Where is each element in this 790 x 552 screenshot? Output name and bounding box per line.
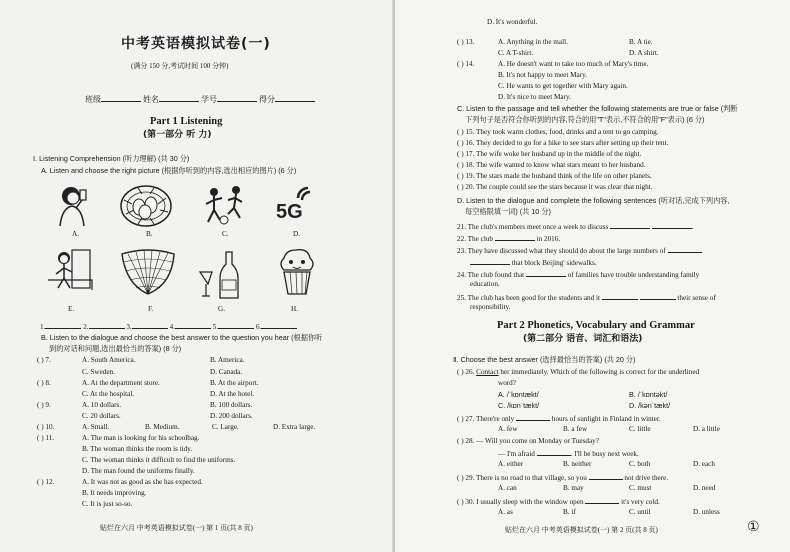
tf-17[interactable] <box>457 150 641 159</box>
q29-option-b[interactable]: B. may <box>563 484 584 492</box>
q24-end: of families have trouble understanding family <box>567 271 700 279</box>
q27-line[interactable] <box>457 413 661 424</box>
q11-option-a[interactable]: A. The man is looking for his schoolbag. <box>82 434 200 442</box>
q30-end: it's very cold. <box>621 498 660 506</box>
q26-underlined-word: Contact <box>476 368 499 376</box>
ice-cream-icon <box>276 246 318 298</box>
q27-option-d[interactable]: D. a little <box>693 425 720 433</box>
q26-line-2: word? <box>498 379 516 387</box>
answer-blank-6[interactable] <box>261 321 297 329</box>
q23-line-1 <box>457 245 702 256</box>
tf-19[interactable] <box>457 172 652 181</box>
tf-18[interactable] <box>457 161 646 170</box>
q30-option-d[interactable]: D. unless <box>693 508 720 516</box>
football-players-icon <box>202 184 248 228</box>
tf-19-number: ( ) 19. <box>457 172 475 180</box>
picture-e-girl-sitting[interactable] <box>44 246 96 296</box>
q27-option-b[interactable]: B. a few <box>563 425 588 433</box>
answer-num-3: 3. <box>126 323 132 331</box>
section-B-heading-2: 到的对话和问题,选出最恰当的答案) (8 分) <box>49 344 182 353</box>
q14-number[interactable]: ( ) 14. <box>457 60 475 68</box>
q24-blank-1[interactable] <box>526 269 566 277</box>
q21-end: . <box>691 223 694 231</box>
q27-text: ( ) 27. There're only <box>457 415 515 423</box>
q29-text: ( ) 29. There is no road to that village, so you <box>457 474 587 482</box>
q25-line-1 <box>457 292 716 303</box>
score-label: 得分 <box>259 95 275 104</box>
part1-cn: (第一部分 听 力) <box>143 130 212 140</box>
q30-blank[interactable] <box>585 496 619 504</box>
q22-text: 22. The club <box>457 235 493 243</box>
q13-option-c[interactable]: C. A T-shirt. <box>498 49 534 57</box>
q7-option-b[interactable]: B. America. <box>210 356 245 364</box>
q12-option-a[interactable]: A. It was not as good as she has expected. <box>82 478 203 486</box>
q8-option-d[interactable]: D. At the hotel. <box>210 390 255 398</box>
picture-b-nest-eggs[interactable] <box>118 180 174 230</box>
q25-text: 25. The club has been good for the students and it <box>457 294 600 302</box>
q22-blank-1[interactable] <box>495 233 535 241</box>
q13-number[interactable]: ( ) 13. <box>457 38 475 46</box>
q8-option-a[interactable]: A. At the department store. <box>82 379 160 387</box>
q7-number[interactable]: ( ) 7. <box>37 356 51 364</box>
pic-label-f: F. <box>148 305 154 313</box>
q29-option-c[interactable]: C. must <box>629 484 652 492</box>
q27-blank[interactable] <box>516 413 550 421</box>
id-label: 学号 <box>201 95 217 104</box>
left-footer: 贴烂在六月 中考英语模拟试卷(一) 第 1 页(共 8 页) <box>100 524 253 532</box>
section-1-heading: Ⅰ. Listening Comprehension (听力理解) (共 30 分) <box>33 154 190 163</box>
tf-15[interactable] <box>457 128 659 137</box>
q29-blank[interactable] <box>589 472 623 480</box>
answer-num-5: 5. <box>212 323 219 331</box>
part2-cn: (第二部分 语音、词汇和语法) <box>523 334 643 344</box>
woman-drinking-icon <box>52 182 98 228</box>
q14-option-d[interactable]: D. It's nice to meet Mary. <box>498 93 571 101</box>
q27-option-c[interactable]: C. little <box>629 425 651 433</box>
q21-line <box>457 221 694 232</box>
q7-option-a[interactable]: A. South America. <box>82 356 136 364</box>
q30-text: ( ) 30. I usually sleep with the window open <box>457 498 584 506</box>
answer-blank-3[interactable] <box>132 321 168 329</box>
answer-blanks-row <box>40 321 297 332</box>
exam-subtitle: (满分 150 分,考试时间 100 分钟) <box>131 62 229 70</box>
q29-option-a[interactable]: A. can <box>498 484 517 492</box>
q14-option-b[interactable]: B. It's not happy to meet Mary. <box>498 71 588 79</box>
q9-number[interactable]: ( ) 9. <box>37 401 51 409</box>
pic-label-b: B. <box>146 230 153 238</box>
q21-blank-1[interactable] <box>610 221 650 229</box>
q13-option-a[interactable]: A. Anything in the mall. <box>498 38 568 46</box>
id-blank[interactable] <box>217 94 257 102</box>
net-icon <box>118 244 178 300</box>
answer-blank-4[interactable] <box>175 321 211 329</box>
part1-title: Part 1 Listening <box>150 116 223 127</box>
q30-option-a[interactable]: A. as <box>498 508 513 516</box>
pic-label-g: G. <box>218 305 225 313</box>
pic-label-h: H. <box>291 305 298 313</box>
class-blank[interactable] <box>101 94 141 102</box>
q28-text: — I'm afraid <box>498 450 535 458</box>
q21-blank-2[interactable] <box>652 221 692 229</box>
q25-blank-2[interactable] <box>640 292 676 300</box>
5g-label: 5G <box>276 201 303 222</box>
q30-option-c[interactable]: C. until <box>629 508 651 516</box>
q26-option-c[interactable]: C. /kɒnˈtækt/ <box>498 401 540 410</box>
q11-option-b[interactable]: B. The woman thinks the room is tidy. <box>82 445 193 453</box>
q9-option-d[interactable]: D. 200 dollars. <box>210 412 253 420</box>
nest-eggs-icon <box>118 180 174 230</box>
picture-g-wine-bottle[interactable] <box>196 250 244 302</box>
tf-16-number: ( ) 16. <box>457 139 475 147</box>
tf-16-text: They decided to go for a hike to see stars after setting up their tent. <box>476 139 669 147</box>
answer-num-1: 1. <box>40 323 46 331</box>
q26-text: her immediately. Which of the following is correct for the underlined <box>500 368 700 376</box>
q26-option-a[interactable]: A. /ˈkɒntækt/ <box>498 390 539 399</box>
tf-20-number: ( ) 20. <box>457 183 475 191</box>
picture-d-5g-logo[interactable] <box>270 182 318 222</box>
answer-num-4: 4. <box>169 323 175 331</box>
tf-15-text: They took warm clothes, food, drinks and a tent to go camping. <box>476 128 659 136</box>
q23-blank-1[interactable] <box>668 245 702 253</box>
q11-option-d[interactable]: D. The man found the uniforms finally. <box>82 467 195 475</box>
q8-option-b[interactable]: B. At the airport. <box>210 379 259 387</box>
section-C-heading-1: C. Listen to the passage and tell whether the following statements are true or false (判断 <box>457 104 738 113</box>
q12-option-b[interactable]: B. It needs improving. <box>82 489 147 497</box>
5g-signal-icon <box>270 182 318 222</box>
q28-line-1[interactable]: ( ) 28. — Will you come on Monday or Tuesday? <box>457 437 599 445</box>
score-blank[interactable] <box>275 94 315 102</box>
q27-end: hours of sunlight in Finland in winter. <box>551 415 661 423</box>
tf-20-text: The couple could see the stars because it was clear that night. <box>476 183 653 191</box>
q29-end: not drive there. <box>624 474 669 482</box>
q14-option-c[interactable]: C. He wants to get together with Mary again. <box>498 82 628 90</box>
answer-blank-2[interactable] <box>89 321 125 329</box>
tf-17-number: ( ) 17. <box>457 150 475 158</box>
q28-option-b[interactable]: B. neither <box>563 460 592 468</box>
q13-option-d[interactable]: D. A shirt. <box>629 49 659 57</box>
q25-blank-1[interactable] <box>602 292 638 300</box>
page-mark: ① <box>747 520 760 535</box>
name-blank[interactable] <box>159 94 199 102</box>
picture-c-football-players[interactable] <box>202 184 248 228</box>
q13-option-b[interactable]: B. A tie. <box>629 38 653 46</box>
q9-option-a[interactable]: A. 10 dollars. <box>82 401 122 409</box>
tf-18-text: The wife wanted to know what stars meant to her husband. <box>476 161 646 169</box>
q26-number: ( ) 26. <box>457 368 475 376</box>
exam-title: 中考英语模拟试卷(一) <box>121 36 271 52</box>
q29-option-d[interactable]: D. need <box>693 484 716 492</box>
part2-title: Part 2 Phonetics, Vocabulary and Grammar <box>497 320 695 331</box>
pic-label-a: A. <box>72 230 79 238</box>
q30-option-b[interactable]: B. if <box>563 508 576 516</box>
q21-text: 21. The club's members meet once a week to discuss <box>457 223 609 231</box>
q28-option-c[interactable]: C. both <box>629 460 651 468</box>
q23-blank-2[interactable] <box>470 257 510 265</box>
q11-option-c[interactable]: C. The woman thinks it difficult to find the uniforms. <box>82 456 236 464</box>
q28-option-a[interactable]: A. either <box>498 460 524 468</box>
q12-number[interactable]: ( ) 12. <box>37 478 55 486</box>
section-C-heading-2: 下列句子是否符合你听到的内容,符合的用"T"表示,不符合的用"F"表示) (6 分) <box>465 115 705 124</box>
picture-a-woman-drinking[interactable] <box>52 182 98 228</box>
q23-line-2 <box>470 257 597 268</box>
q10-option-c[interactable]: C. Large. <box>212 423 239 431</box>
q23-end: that block Beijing' sidewalks. <box>511 259 597 267</box>
q26-option-d[interactable]: D. /kənˈtækt/ <box>629 401 671 410</box>
answer-num-2: 2. <box>83 323 89 331</box>
pic-label-c: C. <box>222 230 229 238</box>
q22-end: in 2016. <box>536 235 561 243</box>
student-info-line <box>85 94 315 104</box>
q24-text: 24. The club found that <box>457 271 525 279</box>
section-D-heading-2: 每空格限填一词) (共 10 分) <box>465 207 551 216</box>
section-A-heading: A. Listen and choose the right picture (根据你听到的内容,选出相应的图片) (6 分) <box>41 166 297 175</box>
q8-number[interactable]: ( ) 8. <box>37 379 51 387</box>
q25-end: their sense of <box>677 294 716 302</box>
q28-option-d[interactable]: D. each <box>693 460 715 468</box>
answer-blank-5[interactable] <box>218 321 254 329</box>
answer-blank-1[interactable] <box>45 321 81 329</box>
q28-end: . I'll be busy next week. <box>570 450 639 458</box>
q10-number[interactable]: ( ) 10. <box>37 423 55 431</box>
section-2-heading: Ⅱ. Choose the best answer (选择最恰当的答案) (共 20 分) <box>453 355 636 364</box>
q9-option-c[interactable]: C. 20 dollars. <box>82 412 121 420</box>
tf-15-number: ( ) 15. <box>457 128 475 136</box>
q28-line-2 <box>498 448 639 459</box>
q7-option-c[interactable]: C. Sweden. <box>82 368 115 376</box>
q10-option-a[interactable]: A. Small. <box>82 423 110 431</box>
tf-16[interactable] <box>457 139 668 148</box>
q26-line-1[interactable] <box>457 368 699 377</box>
right-page <box>395 0 790 552</box>
q11-number[interactable]: ( ) 11. <box>37 434 55 442</box>
q14-option-a[interactable]: A. He doesn't want to take too much of Mary's time. <box>498 60 649 68</box>
picture-h-ice-cream[interactable] <box>276 246 318 298</box>
q24-line-1 <box>457 269 699 280</box>
q22-line <box>457 233 560 244</box>
section-D-heading-1: D. Listen to the dialogue and complete the following sentences (听对话,完成下列内容, <box>457 196 730 205</box>
q24-line-2: education. <box>470 280 500 288</box>
q25-line-2: responsibility. <box>470 303 511 311</box>
tf-18-number: ( ) 18. <box>457 161 475 169</box>
q12-option-c[interactable]: C. It is just so-so. <box>82 500 133 508</box>
tf-20[interactable] <box>457 183 652 192</box>
q9-option-b[interactable]: B. 100 dollars. <box>210 401 253 409</box>
q26-option-b[interactable]: B. /ˈkɒntəkt/ <box>629 390 668 399</box>
section-B-heading-1: B. Listen to the dialogue and choose the best answer to the question you hear (根据你听 <box>41 333 323 342</box>
pic-label-d: D. <box>293 230 300 238</box>
q28-blank[interactable] <box>537 448 571 456</box>
q27-option-a[interactable]: A. few <box>498 425 518 433</box>
q10-option-b[interactable]: B. Medium. <box>145 423 180 431</box>
picture-f-net[interactable] <box>118 244 178 300</box>
q30-line[interactable] <box>457 496 660 507</box>
q23-text: 23. They have discussed what they should do about the large numbers of <box>457 247 666 255</box>
q12-option-d[interactable]: D. It's wonderful. <box>487 18 538 26</box>
answer-num-6: 6. <box>255 323 262 331</box>
tf-19-text: The stars made the husband think of the life on other planets. <box>476 172 652 180</box>
girl-sitting-icon <box>44 246 96 296</box>
tf-17-text: The wife woke her husband up in the middle of the night. <box>476 150 642 158</box>
q8-option-c[interactable]: C. At the hospital. <box>82 390 135 398</box>
q7-option-d[interactable]: D. Canada. <box>210 368 243 376</box>
q29-line[interactable] <box>457 472 668 483</box>
q10-option-d[interactable]: D. Extra large. <box>273 423 316 431</box>
pic-label-e: E. <box>68 305 75 313</box>
wine-bottle-icon <box>196 250 244 302</box>
right-footer: 贴烂在六月 中考英语模拟试卷(一) 第 2 页(共 8 页) <box>505 526 658 534</box>
class-label: 班级 <box>85 95 101 104</box>
name-label: 姓名 <box>143 95 159 104</box>
